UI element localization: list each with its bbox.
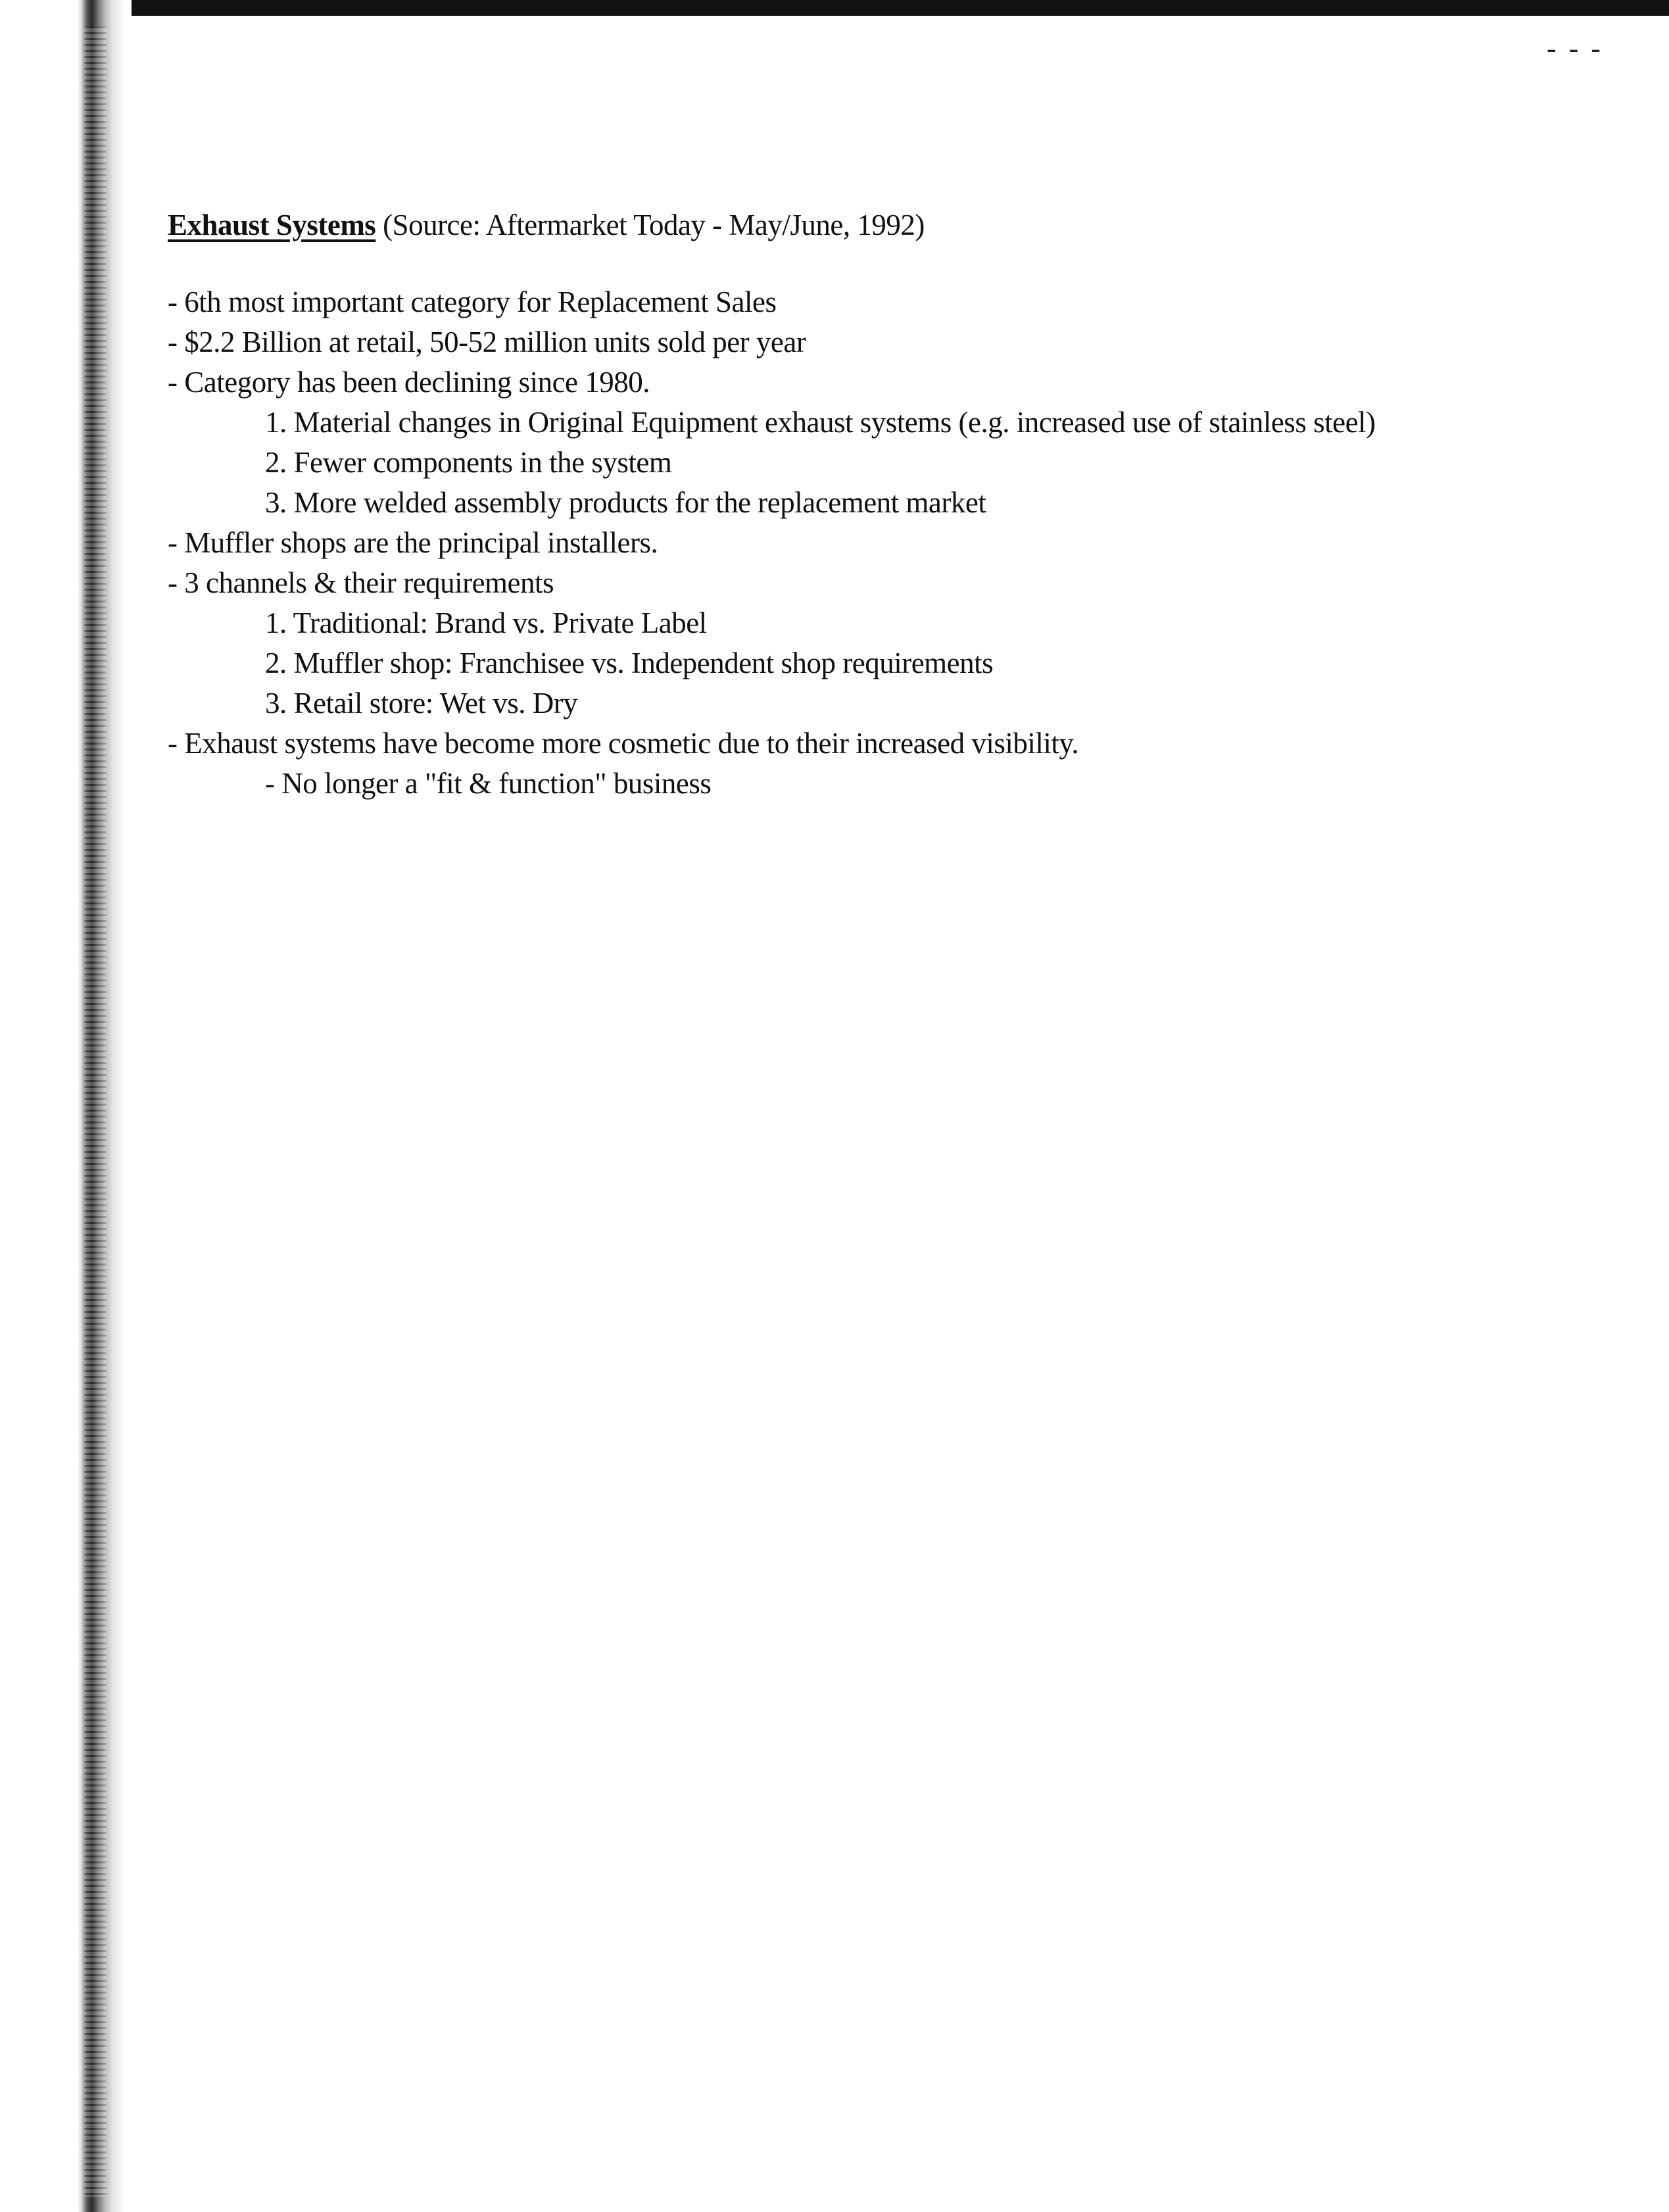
bullet-line: - Muffler shops are the principal installers. xyxy=(168,526,658,559)
sub-item-line: 3. More welded assembly products for the replacement market xyxy=(265,486,986,519)
sub-item-line: - No longer a "fit & function" business xyxy=(265,767,712,800)
scan-top-edge xyxy=(0,0,1669,16)
sub-item-line: 3. Retail store: Wet vs. Dry xyxy=(265,687,578,720)
heading-source: (Source: Aftermarket Today - May/June, 1992) xyxy=(375,209,925,241)
sub-item-line: 1. Traditional: Brand vs. Private Label xyxy=(265,606,707,639)
document-body xyxy=(168,205,1614,804)
bullet-line: - $2.2 Billion at retail, 50-52 million units sold per year xyxy=(168,326,806,358)
bullet-line: - Category has been declining since 1980. xyxy=(168,366,650,399)
sub-item-line: 2. Fewer components in the system xyxy=(265,446,672,479)
scan-binding-texture xyxy=(84,26,107,2197)
sub-item-line: 2. Muffler shop: Franchisee vs. Independent shop requirements xyxy=(265,647,994,679)
section-heading xyxy=(168,205,1614,245)
bullet-line: - 3 channels & their requirements xyxy=(168,566,554,599)
bullet-line: - Exhaust systems have become more cosmetic due to their increased visibility. xyxy=(168,727,1079,760)
sub-item-line: 1. Material changes in Original Equipment exhaust systems (e.g. increased use of stainless steel) xyxy=(265,406,1376,439)
heading-title: Exhaust Systems xyxy=(168,209,376,241)
scan-binding-edge xyxy=(0,0,132,2212)
bullet-line: - 6th most important category for Replacement Sales xyxy=(168,285,777,318)
corner-mark: - - - xyxy=(1547,32,1603,64)
